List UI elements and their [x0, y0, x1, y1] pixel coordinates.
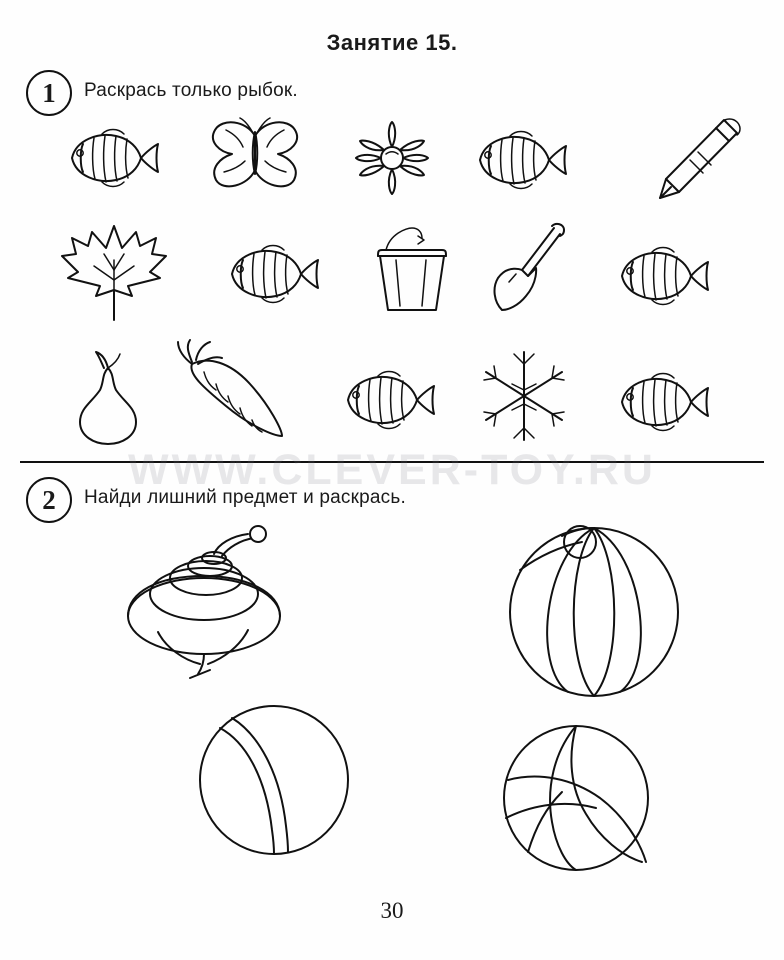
picture-shovel — [476, 222, 568, 322]
task-number-badge-1 — [26, 70, 72, 116]
task-number-1: 1 — [42, 77, 56, 108]
task1-row-1 — [0, 112, 784, 202]
picture-fish — [592, 240, 714, 312]
picture-snowflake — [472, 346, 576, 446]
picture-carrot — [158, 338, 318, 444]
picture-pencil — [638, 112, 748, 204]
picture-fish — [450, 124, 572, 196]
watermark: WWW.CLEVER-TOY.RU — [128, 446, 656, 494]
page-number: 30 — [380, 898, 404, 923]
picture-fish — [318, 364, 440, 436]
picture-fish — [202, 238, 324, 310]
page-title: Занятие 15. — [326, 30, 458, 55]
picture-pear — [60, 348, 156, 448]
picture-bucket — [366, 226, 458, 322]
picture-flower — [340, 120, 444, 196]
task-number-badge-2 — [26, 477, 72, 523]
picture-volleyball — [500, 722, 660, 882]
picture-fish — [42, 122, 162, 194]
task1-row-3 — [0, 336, 784, 446]
picture-fish — [592, 366, 714, 438]
picture-beach-ball — [502, 520, 692, 700]
section-divider — [20, 461, 764, 463]
task-number-2: 2 — [42, 484, 56, 515]
task-instruction-1: Раскрась только рыбок. — [84, 80, 298, 101]
picture-butterfly — [202, 114, 308, 200]
picture-maple-leaf — [52, 220, 176, 330]
task1-row-2 — [0, 220, 784, 330]
picture-ball-striped — [192, 702, 362, 862]
task-instruction-2: Найди лишний предмет и раскрась. — [84, 487, 406, 508]
picture-spinning-top — [118, 528, 318, 688]
